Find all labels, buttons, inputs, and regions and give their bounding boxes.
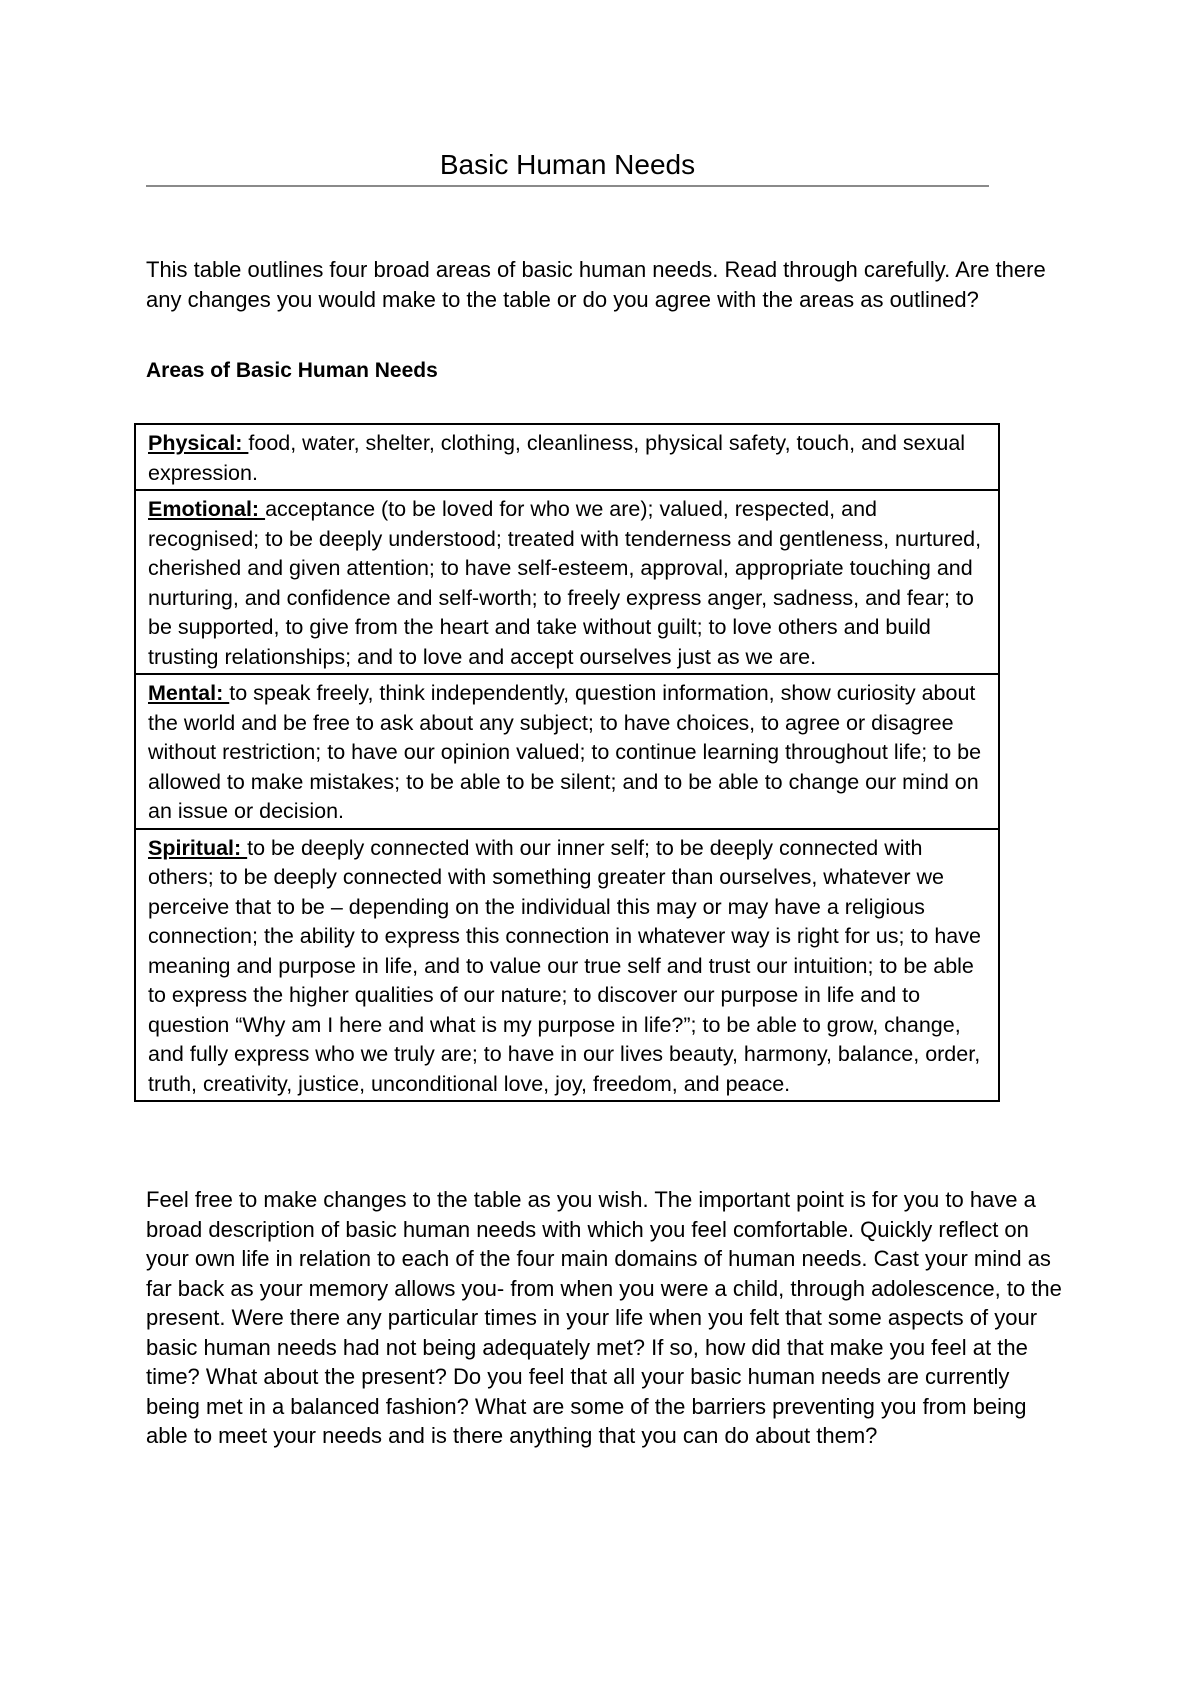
needs-text-emotional: acceptance (to be loved for who we are); valued, respected, and recognised; to be deeply understood; treated with tenderness and gentleness, nurtured, cherished and given attention; to have self-esteem, approval, appropriate touching and nurturing, and confidence and self-worth; to freely express anger, sadness, and fear; to be supported, to give from the heart and take without guilt; to love others and build trusting relationships; and to love and accept ourselves just as we are. xyxy=(148,497,982,669)
needs-text-mental: to speak freely, think independently, question information, show curiosity about the world and be free to ask about any subject; to have choices, to agree or disagree without restriction; to have our opinion valued; to continue learning throughout life; to be allowed to make mistakes; to be able to be silent; and to be able to change our mind on an issue or decision. xyxy=(148,681,982,823)
needs-row-emotional xyxy=(136,489,998,673)
needs-label-emotional: Emotional: xyxy=(148,497,266,521)
needs-text-spiritual: to be deeply connected with our inner self; to be deeply connected with others; to be deeply connected with something greater than ourselves, whatever we perceive that to be – depending on the individual this may or may have a religious connection; the ability to express this connection in whatever way is right for us; to have meaning and purpose in life, and to value our true self and trust our intuition; to be able to express the higher qualities of our nature; to discover our purpose in life and to question “Why am I here and what is my purpose in life?”; to be able to grow, change, and fully express who we truly are; to have in our lives beauty, harmony, balance, order, truth, creativity, justice, unconditional love, joy, freedom, and peace. xyxy=(148,835,981,1096)
needs-label-physical: Physical: xyxy=(148,431,249,455)
needs-row-physical xyxy=(136,425,998,489)
needs-label-spiritual: Spiritual: xyxy=(148,835,248,860)
needs-row-mental xyxy=(136,673,998,828)
page-title: Basic Human Needs xyxy=(439,149,696,180)
needs-table xyxy=(134,423,1000,1102)
reflection-paragraph: Feel free to make changes to the table as you wish. The important point is for you to have a broad description of basic human needs with which you feel comfortable. Quickly reflect on your own life in relation to each of the four main domains of human needs. Cast your mind as far back as your memory allows you- from when you were a child, through adolescence, to the present. Were there any particular times in your life when you felt that some aspects of your basic human needs had not being adequately met? If so, how did that make you feel at the time? What about the present? Do you feel that all your basic human needs are currently being met in a balanced fashion? What are some of the barriers preventing you from being able to meet your needs and is there anything that you can do about them? xyxy=(146,1187,1062,1448)
table-heading: Areas of Basic Human Needs xyxy=(146,359,438,382)
needs-label-mental: Mental: xyxy=(148,681,230,705)
needs-row-spiritual xyxy=(136,828,998,1101)
intro-paragraph: This table outlines four broad areas of basic human needs. Read through carefully. Are there any changes you would make to the table or do you agree with the areas as outlined? xyxy=(146,257,1046,312)
title-divider xyxy=(146,185,989,187)
needs-text-physical: food, water, shelter, clothing, cleanliness, physical safety, touch, and sexual expression. xyxy=(148,431,966,485)
